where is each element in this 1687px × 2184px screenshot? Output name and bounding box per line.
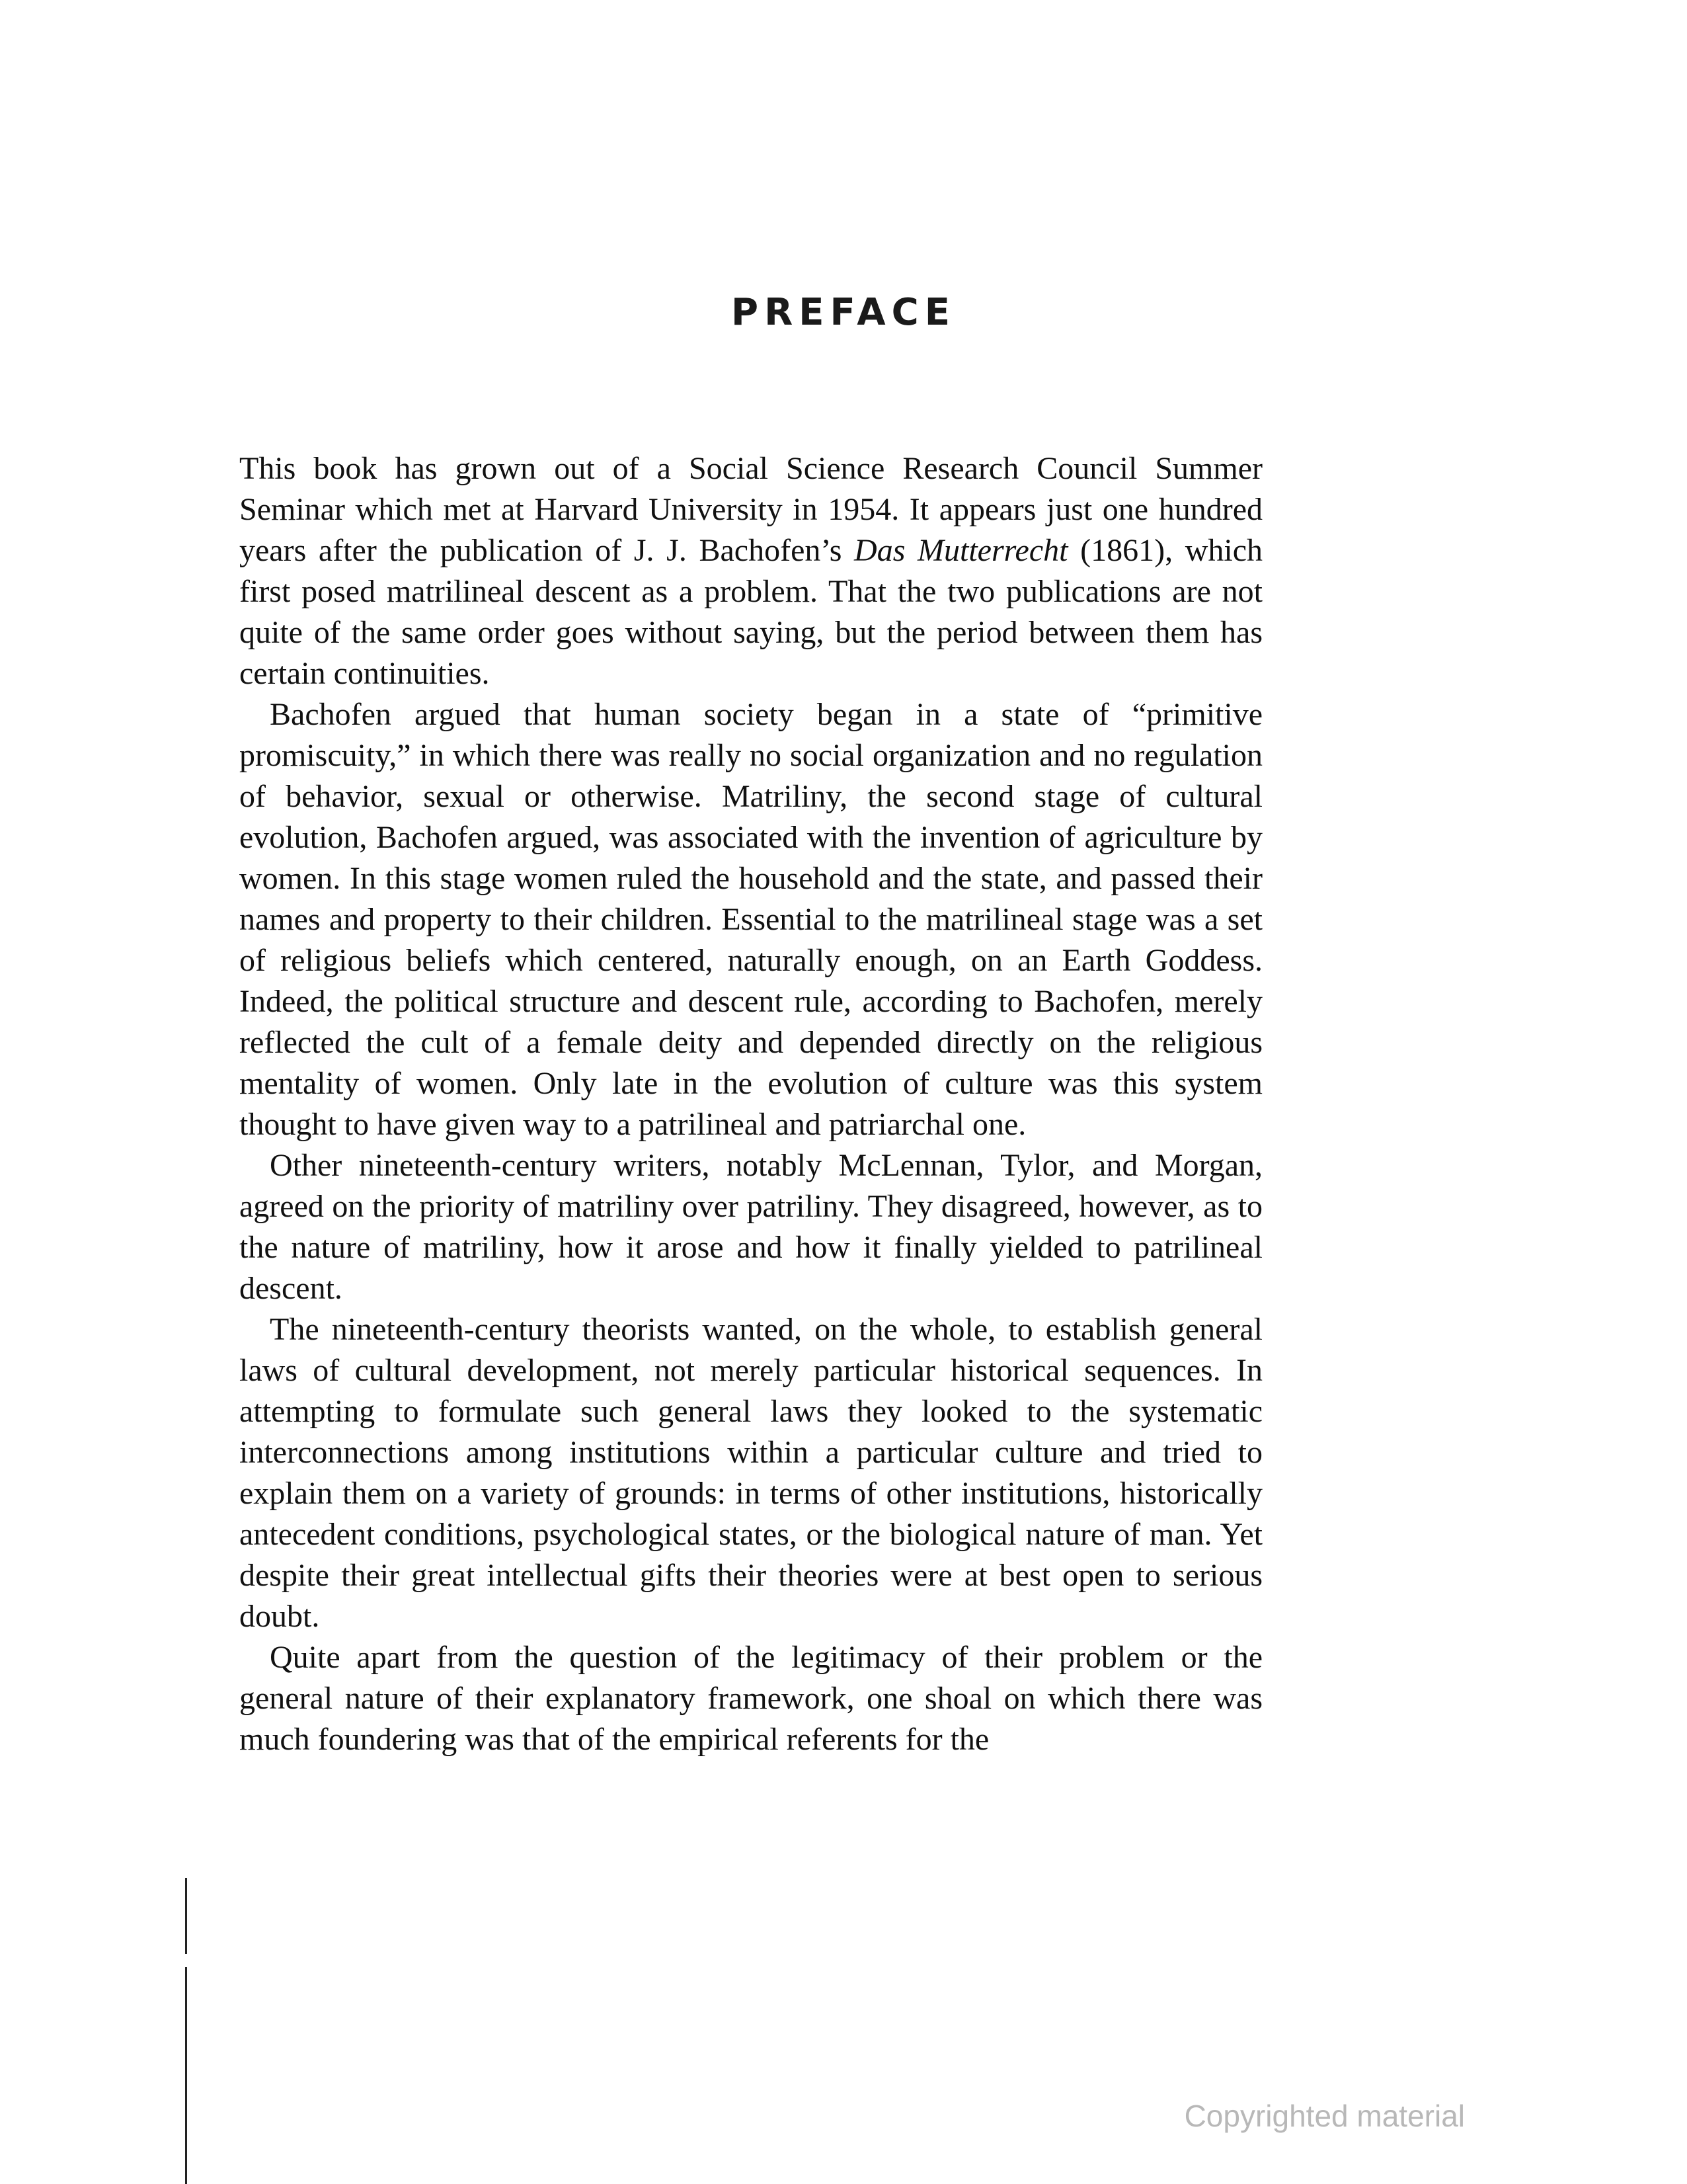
page-title: PREFACE — [731, 291, 956, 334]
book-title-das-mutterrecht: Das Mutterrecht — [854, 533, 1068, 568]
paragraph-4: The nineteenth-century theorists wanted, on the whole, to establish general laws of cultural development, not merely particular historical sequences. In attempting to formulate such general laws they looked to the systematic interconnections among institutions within a particular culture and tried to explain them on a variety of grounds: in terms of other institutions, historically antecedent conditions, psychological states, or the biological nature of man. Yet despite their great intellectual gifts their theories were at best open to serious doubt. — [239, 1312, 1263, 1634]
paragraph-2: Bachofen argued that human society began in a state of “primitive promiscuity,” in which there was really no social organization and no regulation of behavior, sexual or otherwise. Matriliny, the second stage of cultural evolution, Bachofen argued, was associated with the invention of agriculture by women. In this stage women ruled the household and the state, and passed their names and property to their children. Essential to the matrilineal stage was a set of religious beliefs which centered, naturally enough, on an Earth Goddess. Indeed, the political structure and descent rule, according to Bachofen, merely reflected the cult of a female deity and depended directly on the religious mentality of women. Only late in the evolution of culture was this system thought to have given way to a patrilineal and patriarchal one. — [239, 697, 1263, 1142]
paragraph-3: Other nineteenth-century writers, notably McLennan, Tylor, and Morgan, agreed on the priority of matriliny over patriliny. They disagreed, however, as to the nature of matriliny, how it arose and how it finally yielded to patrilineal descent. — [239, 1148, 1263, 1306]
gutter-line-lower — [185, 1967, 187, 2184]
body-text — [239, 448, 1263, 1760]
paragraph-1 — [239, 448, 1263, 694]
gutter-line-upper — [185, 1878, 187, 1954]
paragraph-5: Quite apart from the question of the legitimacy of their problem or the general nature of their explanatory framework, one shoal on which there was much foundering was that of the empirical referents for the — [239, 1640, 1263, 1757]
paragraph-1-text-b: (1861), which first posed matrilineal descent as a problem. That the two publications are not quite of the same order goes without saying, but the period between them has certain continuities. — [239, 533, 1263, 691]
paragraph-1-text-a: This book has grown out of a Social Science Research Council Summer Seminar which met at Harvard University in 1954. It appears just one hundred years after the publication of J. J. Bachofen’s — [239, 451, 1263, 568]
copyright-watermark: Copyrighted material — [1184, 2099, 1465, 2133]
